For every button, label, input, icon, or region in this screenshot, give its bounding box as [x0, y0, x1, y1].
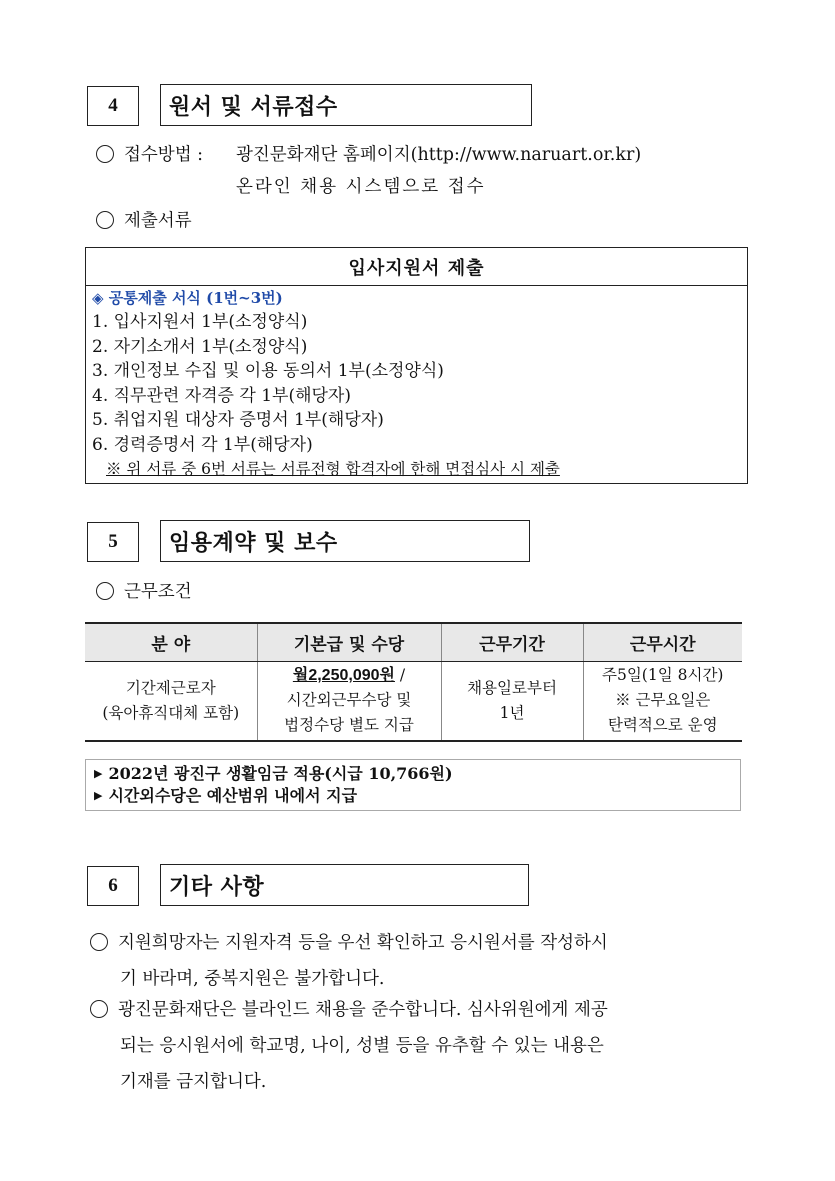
paragraph-1: [90, 925, 760, 997]
header-field: 분 야: [85, 623, 257, 661]
salary-amount: 월2,250,090원: [292, 667, 395, 685]
cell-hours: [583, 661, 742, 741]
triangle-bullet-icon: ▶: [94, 767, 103, 780]
cell-field: [85, 661, 257, 741]
method-label: 접수방법 :: [124, 145, 204, 165]
field-line-2: (육아휴직대체 포함): [102, 703, 240, 722]
table-header-row: [85, 623, 742, 661]
section-4-title: 원서 및 서류접수: [160, 84, 532, 126]
submission-docs-box: [85, 247, 748, 484]
docs-item: 1. 입사지원서 1부(소정양식): [92, 312, 308, 332]
header-hours: 근무시간: [583, 623, 742, 661]
salary-line-2: 시간외근무수당 및: [286, 691, 412, 710]
circle-bullet-icon: [96, 211, 114, 229]
cell-salary: [257, 661, 441, 741]
header-period: 근무기간: [441, 623, 583, 661]
section-4-number: 4: [87, 86, 139, 126]
docs-box-title: 입사지원서 제출: [86, 248, 747, 286]
salary-line-3: 법정수당 별도 지급: [284, 716, 414, 735]
period-line-1: 채용일로부터: [467, 678, 557, 697]
docs-item: 5. 취업지원 대상자 증명서 1부(해당자): [92, 410, 384, 430]
circle-bullet-icon: [96, 582, 114, 600]
docs-item: 6. 경력증명서 각 1부(해당자): [92, 434, 313, 455]
triangle-bullet-icon: ▶: [94, 789, 103, 802]
pay-note-text: 2022년 광진구 생활임금 적용(시급 10,766원): [108, 764, 453, 783]
circle-bullet-icon: [90, 933, 108, 951]
salary-line-1: [258, 663, 441, 688]
para-2-text-1: 광진문화재단은 블라인드 채용을 준수합니다. 심사위원에게 제공: [118, 1000, 608, 1020]
table-row: [85, 661, 742, 741]
para-2-line-2: 되는 응시원서에 학교명, 나이, 성별 등을 유추할 수 있는 내용은: [120, 1036, 604, 1056]
pay-note: [94, 785, 740, 807]
pay-notes-box: [85, 759, 741, 811]
section-6-title: 기타 사항: [160, 864, 529, 906]
docs-item: 4. 직무관련 자격증 각 1부(해당자): [92, 385, 351, 406]
section-5-number: 5: [87, 522, 139, 562]
docs-row: [96, 211, 192, 232]
docs-note: ※ 위 서류 중 6번 서류는 서류전형 합격자에 한해 면접심사 시 제출: [106, 460, 560, 478]
para-1-line-2: 기 바라며, 중복지원은 불가합니다.: [120, 969, 385, 989]
field-line-1: 기간제근로자: [125, 678, 216, 697]
pay-note: [94, 763, 740, 785]
conditions-label: 근무조건: [124, 582, 192, 602]
salary-separator: /: [394, 666, 406, 685]
method-line-1: 광진문화재단 홈페이지(http://www.naruart.or.kr): [236, 145, 642, 165]
cell-period: [441, 661, 583, 741]
pay-note-text: 시간외수당은 예산범위 내에서 지급: [108, 786, 358, 805]
hours-line-1: 주5일(1일 8시간): [602, 666, 724, 685]
paragraph-2: [90, 992, 760, 1100]
method-line-2: 온라인 채용 시스템으로 접수: [236, 177, 486, 197]
section-5-title: 임용계약 및 보수: [160, 520, 530, 562]
para-1-text-1: 지원희망자는 지원자격 등을 우선 확인하고 응시원서를 작성하시: [118, 933, 608, 953]
docs-label: 제출서류: [124, 211, 192, 231]
docs-subtitle: ◈ 공통제출 서식 (1번~3번): [92, 289, 283, 307]
hours-line-3: 탄력적으로 운영: [607, 716, 718, 735]
section-6-number: 6: [87, 866, 139, 906]
period-line-2: 1년: [499, 703, 525, 722]
circle-bullet-icon: [90, 1000, 108, 1018]
work-conditions-table: [85, 622, 742, 742]
para-2-line-1: [90, 992, 760, 1028]
header-salary: 기본급 및 수당: [257, 623, 441, 661]
circle-bullet-icon: [96, 145, 114, 163]
docs-item: 3. 개인정보 수집 및 이용 동의서 1부(소정양식): [92, 361, 444, 381]
para-1-line-1: [90, 925, 760, 961]
hours-line-2: ※ 근무요일은: [615, 691, 711, 710]
conditions-row: [96, 582, 192, 603]
docs-item: 2. 자기소개서 1부(소정양식): [92, 336, 308, 357]
method-row: [96, 145, 203, 166]
para-2-line-3: 기재를 금지합니다.: [120, 1072, 267, 1092]
